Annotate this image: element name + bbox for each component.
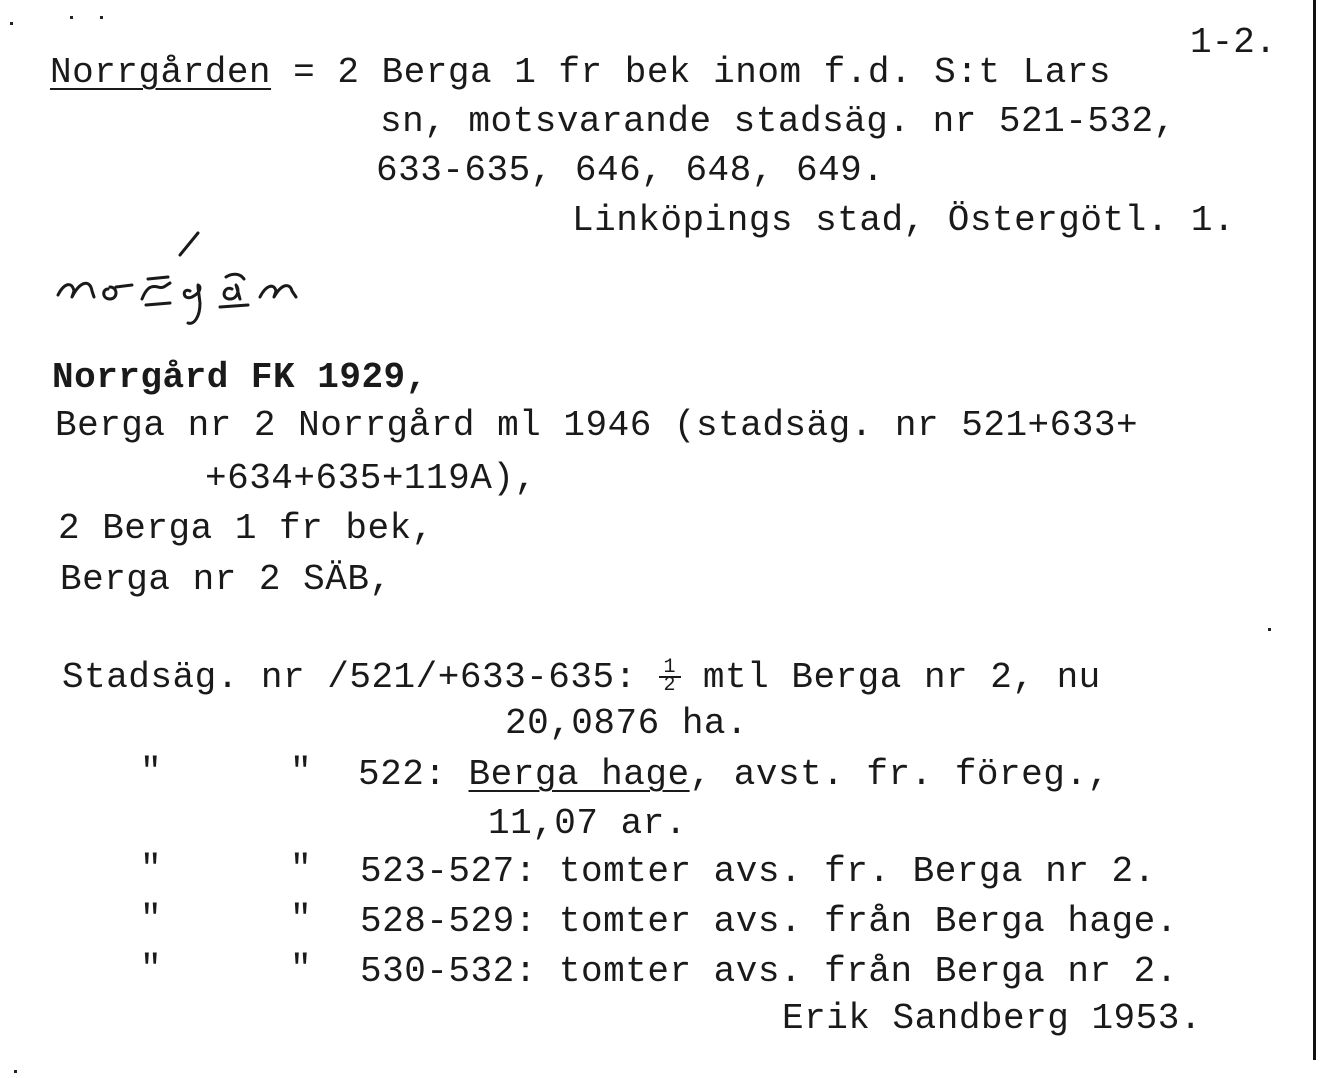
record-2-suffix: , avst. fr. föreg., [689, 754, 1110, 795]
form-line-5: Berga nr 2 SÄB, [60, 559, 392, 600]
ditto-mark: " [140, 899, 163, 940]
fraction-numerator: 1 [659, 660, 681, 678]
record-5: 530-532: tomter avs. från Berga nr 2. [360, 951, 1178, 992]
scan-speck [70, 16, 73, 19]
header-line-1-rest: 2 Berga 1 fr bek inom f.d. S:t Lars [337, 52, 1111, 93]
record-2-cont: 11,07 ar. [488, 803, 687, 844]
record-2 [358, 754, 1110, 795]
record-1-suffix: mtl Berga nr 2, nu [702, 657, 1101, 698]
form-line-1: Norrgård FK 1929, [52, 357, 428, 398]
handwritten-pronunciation [50, 225, 390, 335]
header-line-2: sn, motsvarande stadsäg. nr 521-532, [380, 101, 1176, 142]
form-line-3: +634+635+119A), [205, 458, 537, 499]
scan-speck [14, 1070, 17, 1073]
header-line-1 [50, 52, 1111, 93]
record-1 [62, 656, 1101, 698]
header-line-3: 633-635, 646, 648, 649. [376, 150, 885, 191]
ditto-mark: " [290, 752, 313, 793]
ditto-mark: " [140, 849, 163, 890]
record-2-number: 522: [358, 754, 447, 795]
ditto-mark: " [290, 849, 313, 890]
scan-speck [1268, 628, 1271, 631]
ditto-mark: " [140, 949, 163, 990]
card-edge-divider [1313, 0, 1316, 1060]
record-1-prefix: Stadsäg. nr /521/+633-635: [62, 657, 637, 698]
scan-speck [10, 22, 13, 25]
record-3: 523-527: tomter avs. fr. Berga nr 2. [360, 851, 1156, 892]
fraction-denominator: 2 [663, 674, 677, 698]
half-fraction [659, 656, 681, 698]
place-name-heading: Norrgården [50, 52, 272, 93]
record-1-cont: 20,0876 ha. [505, 703, 749, 744]
form-line-2: Berga nr 2 Norrgård ml 1946 (stadsäg. nr 521+633+ [55, 405, 1139, 446]
scan-speck [100, 16, 103, 19]
record-2-place: Berga hage [468, 754, 690, 795]
record-4: 528-529: tomter avs. från Berga hage. [360, 901, 1178, 942]
header-line-4: Linköpings stad, Östergötl. 1. [572, 200, 1236, 241]
ditto-mark: " [290, 949, 313, 990]
ditto-mark: " [290, 899, 313, 940]
page-number: 1-2. [1190, 22, 1277, 63]
equals-sign: = [293, 52, 316, 93]
form-line-4: 2 Berga 1 fr bek, [58, 508, 434, 549]
ditto-mark: " [140, 752, 163, 793]
signature: Erik Sandberg 1953. [782, 998, 1202, 1039]
